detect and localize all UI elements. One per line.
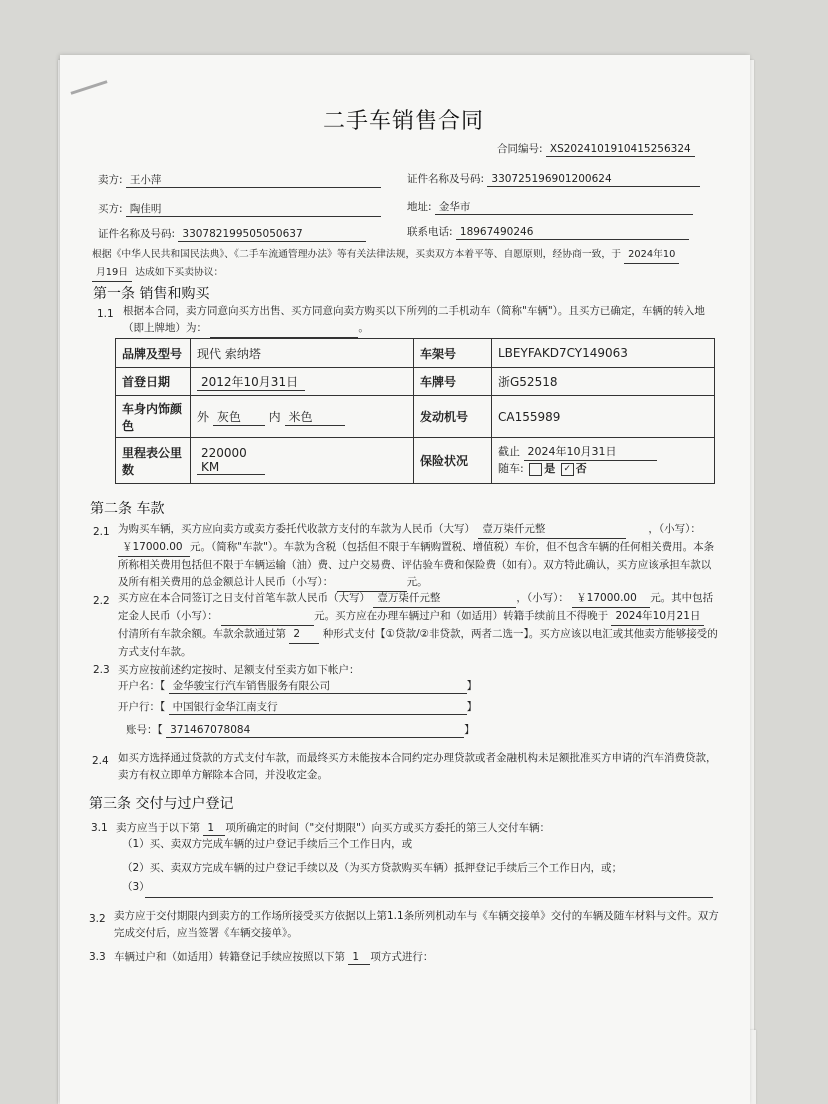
- account-number: 371467078084: [166, 723, 464, 738]
- transfer-location-blank: [210, 320, 358, 338]
- clause-2-1-text: [118, 521, 718, 592]
- account-bank-label: 开户行：【: [118, 701, 166, 713]
- seller-name: 王小萍: [126, 173, 381, 188]
- buyer-id-label: 证件名称及号码:: [98, 228, 176, 240]
- preamble-date-part2: 月19日: [92, 264, 132, 282]
- deposit-blank: [221, 608, 314, 626]
- seller-label: 卖方:: [98, 174, 123, 186]
- clause-3-1-option-1: （1）买、卖双方完成车辆的过户登记手续后三个工作日内，或: [122, 838, 413, 850]
- contract-number-row: [497, 142, 695, 157]
- preamble-text: 根据《中华人民共和国民法典》、《二手车流通管理办法》等有关法律法规，买卖双方本着平等、自愿原则，经协商一致，于: [92, 249, 622, 260]
- clause-2-2-d: 元。买方应在办理车辆过户和（如适用）转籍手续前且不得晚于: [314, 610, 609, 622]
- interior-color: 米色: [285, 408, 345, 426]
- article-3-title: 第三条 交付与过户登记: [89, 796, 234, 812]
- plate-value: 浙G52518: [492, 368, 715, 396]
- article-2-title: 第二条 车款: [90, 501, 165, 517]
- preamble-date-part1: 2024年10: [624, 246, 679, 264]
- clause-2-2-a: 买方应在本合同签订之日支付首笔车款人民币（大写）: [118, 592, 370, 604]
- insurance-date: 2024年10月31日: [524, 444, 657, 461]
- first-payment-amount: ￥17000.00: [572, 590, 650, 608]
- contract-number-label: 合同编号:: [497, 143, 543, 155]
- clause-2-1-a: 为购买车辆，买方应向卖方或卖方委托代收款方支付的车款为人民币（大写）: [118, 523, 475, 535]
- engine-label: 发动机号: [414, 396, 492, 438]
- no-checkbox[interactable]: ✓: [561, 463, 574, 476]
- clause-2-1-number: 2.1: [93, 526, 110, 538]
- vin-label: 车架号: [414, 339, 492, 368]
- clause-2-2-f: 种形式支付【①贷款/②非贷款，两者二选一】。买方应该以电汇或其他卖方能够接受的方式支付车款。: [118, 628, 718, 658]
- account-name-row: [118, 679, 477, 694]
- account-number-row: [126, 723, 475, 738]
- no-label: 否: [575, 462, 587, 475]
- color-label: [116, 396, 191, 438]
- reg-date-label: 首登日期: [116, 368, 191, 396]
- reg-date-value: 2012年10月31日: [197, 373, 305, 391]
- clause-3-1-option-3: （3）: [122, 881, 150, 893]
- article-1-title: 第一条 销售和购买: [93, 286, 210, 302]
- buyer-id-row: [98, 227, 366, 242]
- balance-deadline: 2024年10月21日: [611, 608, 704, 626]
- engine-value: CA155989: [492, 396, 715, 438]
- exterior-prefix: 外: [197, 409, 210, 424]
- clause-3-3-b: 项方式进行：: [370, 951, 434, 963]
- clause-3-3-text: [114, 950, 433, 965]
- address-label: 地址:: [407, 201, 432, 213]
- clause-3-1-b: 项所确定的时间（"交付期限"）向买方或买方委托的第三人交付车辆：: [225, 822, 551, 834]
- clause-3-2-number: 3.2: [89, 913, 106, 925]
- yes-label: 是: [544, 462, 556, 475]
- clause-3-1-number: 3.1: [91, 822, 108, 834]
- address-row: [407, 200, 693, 215]
- brand-label: 品牌及型号: [116, 339, 191, 368]
- seller-id: 330725196901200624: [487, 172, 700, 187]
- insurance-prefix: 截止: [498, 445, 520, 458]
- phone-value: 18967490246: [456, 225, 689, 240]
- seller-row: [98, 173, 381, 188]
- interior-prefix: 内: [268, 409, 281, 424]
- clause-3-3-a: 车辆过户和（如适用）转籍登记手续应按照以下第: [114, 951, 345, 963]
- color-label-line1: 车身内饰颜: [122, 401, 183, 416]
- clause-2-2-number: 2.2: [93, 595, 110, 607]
- clause-2-2-text: [118, 590, 718, 661]
- bracket-close: 】: [466, 680, 478, 692]
- clause-3-1-option-2: （2）买、卖双方完成车辆的过户登记手续以及（为买方贷款购买车辆）抵押登记手续后三个工作日内，或；: [122, 862, 623, 874]
- insurance-label: 保险状况: [414, 438, 492, 484]
- seller-id-label: 证件名称及号码:: [407, 173, 485, 185]
- preamble: [92, 246, 720, 282]
- transfer-option: 1: [348, 950, 370, 965]
- seller-id-row: [407, 172, 700, 187]
- bracket-close: 】: [464, 724, 475, 736]
- account-bank-row: [118, 700, 477, 715]
- color-cell: [191, 396, 414, 438]
- clause-2-1-c: 元。（简称"车款"）。车款为含税（包括但不限于车辆购置税、增值税）车价，但不包含车辆的任何相关费用。本条所称相关费用包括但不限于车辆运输（油）费、过户交易费、评估验车费和保险费（如有）。双方特此确认，买方应该承担车款以及所有相关费用的总金额总计人民币（小写）：: [118, 541, 715, 588]
- vehicle-info-table: [115, 338, 715, 484]
- clause-2-2-b: ，（小写）：: [516, 592, 569, 604]
- clause-3-1-option-3-blank: [145, 897, 713, 898]
- price-uppercase: 壹万柒仟元整: [478, 521, 626, 539]
- price-amount: ￥17000.00: [118, 539, 190, 557]
- with-car-label: 随车:: [498, 462, 524, 475]
- clause-3-3-number: 3.3: [89, 951, 106, 963]
- first-payment-uppercase: 壹万柒仟元整: [373, 590, 516, 608]
- account-bank: 中国银行金华江南支行: [169, 700, 467, 715]
- preamble-text-2: 达成如下买卖协议：: [135, 267, 224, 278]
- delivery-option: 1: [203, 821, 225, 836]
- mileage-label: [116, 438, 191, 484]
- clause-2-2-c: 元。其中包括定金人民币（小写）：: [118, 592, 714, 622]
- payment-method: 2: [289, 626, 319, 644]
- phone-row: [407, 225, 689, 240]
- buyer-row: [98, 202, 381, 217]
- clause-1-1-body: 根据本合同，卖方同意向买方出售、买方同意向卖方购买以下所列的二手机动车（简称"车辆"）。且买方已确定，车辆的转入地（即上牌地）为：: [123, 305, 705, 334]
- reg-date-cell: [191, 368, 414, 396]
- clause-2-3-number: 2.3: [93, 664, 110, 676]
- clause-3-1-a: 卖方应当于以下第: [116, 822, 200, 834]
- clause-3-2-text: 卖方应于交付期限内到卖方的工作场所接受买方依据以上第1.1条所列机动车与《车辆交接单》交付的车辆及随车材料与文件。双方完成交付后，应当签署《车辆交接单》。: [114, 910, 719, 939]
- exterior-color: 灰色: [213, 408, 265, 426]
- clause-2-2-e: 付清所有车款余额。车款余款通过第: [118, 628, 286, 640]
- clause-1-1-number: 1.1: [97, 308, 114, 320]
- clause-2-3-text: 买方应按前述约定按时、足额支付至卖方如下帐户：: [118, 664, 360, 676]
- insurance-cell: [492, 438, 715, 484]
- document-title: 二手车销售合同: [323, 109, 485, 134]
- address-value: 金华市: [435, 200, 693, 215]
- vin-value: LBEYFAKD7CY149063: [492, 339, 715, 368]
- clause-2-1-d: 元。: [406, 576, 428, 588]
- plate-label: 车牌号: [414, 368, 492, 396]
- clause-1-1-text: 根据本合同，卖方同意向买方出售、买方同意向卖方购买以下所列的二手机动车（简称"车辆"）。且买方已确定，车辆的转入地（即上牌地）为： 。: [123, 303, 720, 338]
- mileage-label-line1: 里程表公里: [122, 445, 183, 460]
- color-label-line2: 色: [122, 418, 135, 433]
- clause-3-1-text: [116, 821, 550, 836]
- buyer-id: 330782199505050637: [178, 227, 366, 242]
- account-name: 金华骏宝行汽车销售服务有限公司: [169, 679, 467, 694]
- contract-number: XS2024101910415256324: [546, 142, 695, 157]
- buyer-name: 陶佳明: [126, 202, 381, 217]
- bracket-close: 】: [466, 701, 478, 713]
- contract-page: [60, 55, 750, 1104]
- clause-2-4-number: 2.4: [92, 755, 109, 767]
- yes-checkbox[interactable]: [529, 463, 542, 476]
- phone-label: 联系电话:: [407, 226, 453, 238]
- mileage-cell: [191, 438, 414, 484]
- clause-2-4-text: 如买方选择通过贷款的方式支付车款，而最终买方未能按本合同约定办理贷款或者金融机构未足额批准买方申请的汽车消费贷款，卖方有权立即单方解除本合同，并没收定金。: [118, 752, 717, 781]
- account-number-label: 账号：【: [126, 724, 163, 736]
- brand-value: 现代 索纳塔: [191, 339, 414, 368]
- account-name-label: 开户名：【: [118, 680, 166, 692]
- mileage-value: 220000 KM: [197, 446, 265, 475]
- clause-2-1-b: ，（小写）：: [648, 523, 701, 535]
- buyer-label: 买方:: [98, 203, 123, 215]
- mileage-label-line2: 数: [122, 462, 135, 477]
